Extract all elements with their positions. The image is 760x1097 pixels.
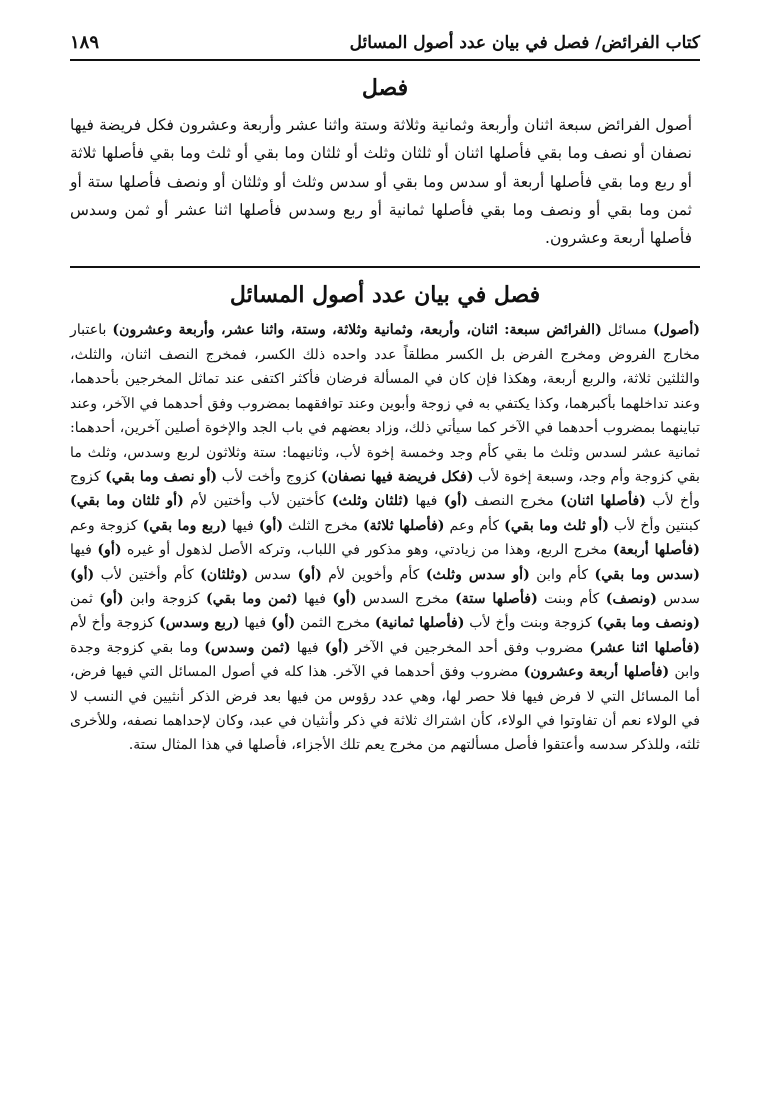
section-heading-fasl: فصل [361,75,409,101]
matn-quote: (ثمن وما بقي) [206,590,298,607]
commentary-text: فيها [290,639,325,656]
commentary-text: كأم وعم [444,517,505,534]
commentary-text: مخرج السدس [356,590,456,607]
running-head-title: كتاب الفرائض/ فصل في بيان عدد أصول المسائل [349,33,700,53]
matn-quote: (أو سدس وثلث) [425,566,530,583]
matn-paragraph: أصول الفرائض سبعة اثنان وأربعة وثمانية وثلاثة وستة واثنا عشر وأربعة وعشرون فكل فريضة فيها نصفان أو نصف وما بقي فأصلها اثنان أو ثلثان وثلث أو ثلثان وما بقي أو ثلث وما بقي فأصلها ثلاثة أو ربع وما بقي فأصلها أربعة أو سدس وما بقي أو سدس وثلث أو وثلثان أو ونصف فأصلها ستة أو ثمن وما بقي أو ونصف وما بقي فأصلها ثمانية أو ربع وسدس فأصلها اثنا عشر أو ثمن وسدس فأصلها أربعة وعشرون. [70,116,692,248]
commentary-text: كزوجة وأخ لأم [70,615,159,632]
matn-quote: (ربع وسدس) [158,615,240,632]
commentary-text: كزوجة وعم [70,517,143,534]
section-divider-rule [70,266,700,268]
commentary-text: مخرج الثمن [295,615,375,632]
matn-quote: (فكل فريضة فيها نصفان) [321,468,474,485]
matn-quote: (أو) [70,566,95,583]
commentary-text: فيها [70,542,98,559]
commentary-text: باعتبار مخارج الفروض ومخرج الفرض بل الكسر مطلقاً عدد واحده ذلك الكسر، فمخرج النصف اثنان، والثلث، والثلثين ثلاثة، والربع أربعة، وهكذا فإن كان في المسألة فرضان فأكثر اكتفى عند تماثل المخرجين بأحدهما، وعند تداخلهما بأكبرهما، وكذا يكتفي به في زوجة وأبوين وعند توافقهما بمضروب وفق أحدهما في الآخر، وعند تباينهما بمضروب أحدهما في الآخر كما سيأتي ذلك، وزاد بعضهم في باب الجد والإخوة أصلين آخرين، أحدهما: ثمانية عشر لسدس وثلث ما بقي كأم وجد وخمسة إخوة لأب، وثانيهما: ستة وثلاثون لربع وسدس، وثلث ما بقي كزوجة وأم وجد، وسبعة إخوة لأب [70,322,700,485]
matn-quote: (ثلثان وثلث) [331,493,410,510]
commentary-text: كأختين لأب وأختين لأم [183,493,332,510]
matn-quote: (ثمن وسدس) [204,639,291,656]
matn-quote: (أو ثلثان وما بقي) [70,493,184,510]
commentary-text: مضروب وفق أحدهما في الآخر. هذا كله في أصول المسائل التي فيها فرض، أما المسائل التي لا فرض فيها فلا حصر لها، وهي عدد رؤوس من فيها بعد فرض الذكر أنثيين في النسب لا في الولاء نعم أن تفاوتوا في الولاء، كأن اشتراك ثلاثة في ذكر وأنثيان في عبد، وكان لإحداهما نصفه، وللأخرى ثلثه، وللذكر سدسه وأعتقوا فأصل مسألتهم من مخرج يعم تلك الأجزاء، فأصلها في هذا المثال ستة. [70,664,700,754]
commentary-text: كزوج وأخت لأب [217,468,322,485]
commentary-text: فيها [297,590,333,607]
matn-quote: (سدس وما بقي) [594,566,700,583]
matn-quote: (أو) [270,615,296,632]
commentary-text: وما بقي كزوجة وجدة وابن [70,639,700,681]
commentary-text: سدس [657,590,701,607]
matn-quote: (ونصف) [605,590,657,607]
matn-quote: (أو) [99,590,124,607]
running-head [70,32,700,59]
commentary-text: فيها [239,615,271,632]
matn-quote: (ونصف وما بقي) [596,615,700,632]
matn-quote: (فأصلها ثمانية) [374,615,465,632]
commentary-paragraph [70,318,700,757]
commentary-text: كأم وأختين لأب [94,566,201,583]
page-number: ١٨٩ [70,32,100,53]
commentary-text: كزوجة وبنت وأخ لأب [464,615,597,632]
commentary-text: مخرج النصف [467,493,561,510]
matn-quote: (أو) [324,639,349,656]
commentary-text: سدس [248,566,298,583]
matn-quote: (أو) [97,542,122,559]
matn-quote: (فأصلها أربعة وعشرون) [523,664,670,681]
commentary-text: فيها [409,493,444,510]
commentary-text: كأم وابن [529,566,595,583]
commentary-text: كأم وبنت [537,590,606,607]
matn-quote: (فأصلها أربعة) [612,542,701,559]
commentary-text: كبنتين وأخ لأب [608,517,700,534]
commentary-text: كأم وأخوين لأم [321,566,426,583]
section-heading-usul: فصل في بيان عدد أصول المسائل [229,282,541,309]
matn-quote: (أو) [443,493,468,510]
matn-quote: (فأصلها ثلاثة) [362,517,445,534]
matn-quote: (وثلثان) [200,566,249,583]
page [70,32,700,758]
header-rule [70,59,700,61]
matn-quote: (أو نصف وما بقي) [105,468,218,485]
matn-quote: (أو) [258,517,284,534]
matn-quote: (أو) [332,590,357,607]
matn-quote: (فأصلها اثنا عشر) [589,639,700,656]
matn-quote: (أصول) [652,322,701,339]
commentary-text: مخرج الربع، وهذا من زيادتي، وهو مذكور في اللباب، وتركه الأصل لذهول أو غيره [121,542,613,559]
commentary-text: مخرج الثلث [283,517,363,534]
commentary-text: كزوج وأخ لأب [70,468,700,510]
commentary-text: مسائل [601,322,653,339]
commentary-text: فيها [226,517,259,534]
matn-quote: (ربع وما بقي) [142,517,227,534]
matn-quote: (أو) [297,566,322,583]
commentary-text: كزوجة وابن [123,590,206,607]
matn-quote: (أو ثلث وما بقي) [504,517,609,534]
matn-quote: (الفرائض سبعة: اثنان، وأربعة، وثمانية وثلاثة، وستة، واثنا عشر، وأربعة وعشرون) [112,322,602,339]
matn-quote: (فأصلها اثنان) [560,493,646,510]
commentary-text: مضروب وفق أحد المخرجين في الآخر [348,639,590,656]
commentary-text: ثمن [70,590,100,607]
matn-quote: (فأصلها ستة) [455,590,538,607]
